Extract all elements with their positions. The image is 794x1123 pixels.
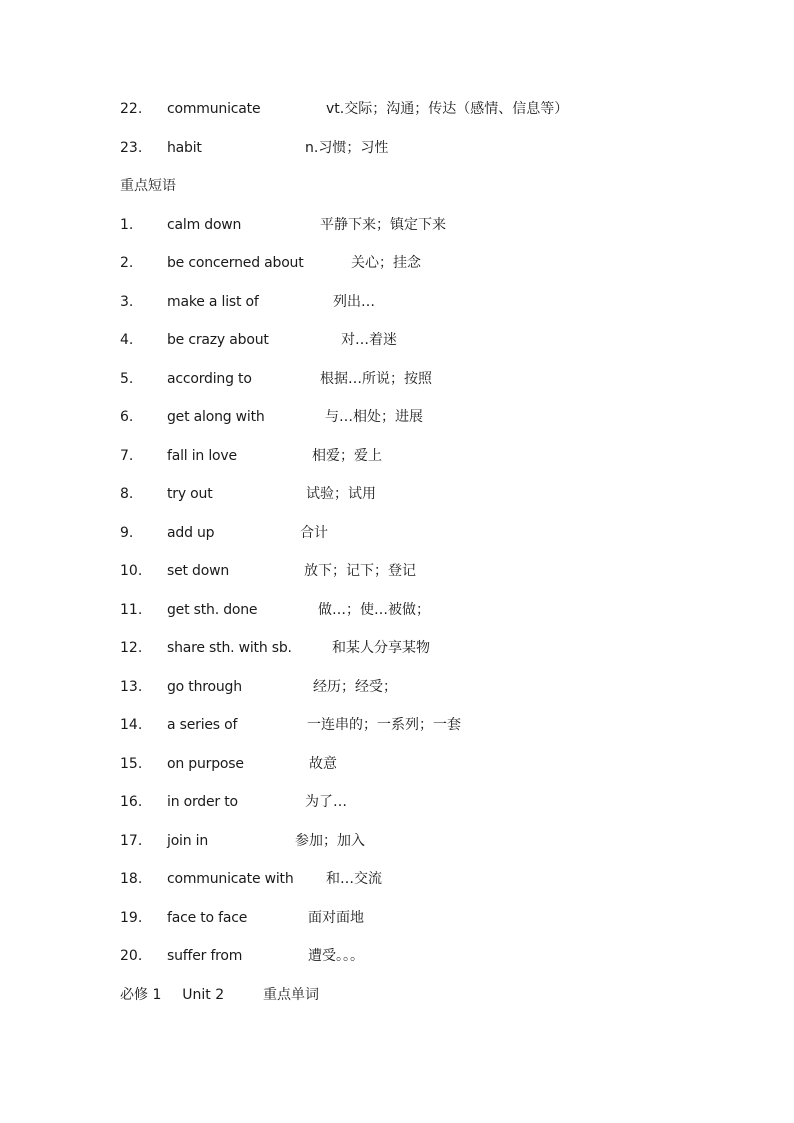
phrase-term: on purpose	[167, 756, 244, 772]
phrase-term: face to face	[167, 910, 248, 926]
phrase-term: get sth. done	[167, 602, 258, 618]
section-title: 重点单词	[263, 987, 320, 1003]
phrase-term: fall in love	[167, 448, 237, 464]
phrase-number: 12.	[120, 640, 143, 656]
phrase-number: 20.	[120, 948, 143, 964]
phrase-meaning: 故意	[309, 756, 337, 772]
phrase-term: be crazy about	[167, 332, 269, 348]
phrase-number: 18.	[120, 871, 143, 887]
phrase-meaning: 平静下来；镇定下来	[320, 217, 446, 233]
phrase-meaning: 与…相处；进展	[325, 409, 423, 425]
vocab-number: 22.	[120, 101, 143, 117]
phrase-number: 3.	[120, 294, 134, 310]
phrase-meaning: 关心；挂念	[351, 255, 421, 271]
phrase-term: set down	[167, 563, 230, 579]
vocab-term: habit	[167, 140, 202, 156]
phrase-term: try out	[167, 486, 213, 502]
phrase-term: share sth. with sb.	[167, 640, 292, 656]
phrase-term: in order to	[167, 794, 238, 810]
next-section-heading	[120, 985, 319, 1005]
phrase-meaning: 对…着迷	[341, 332, 397, 348]
phrase-number: 16.	[120, 794, 143, 810]
phrase-meaning: 做…；使…被做；	[318, 602, 430, 618]
vocab-meaning: n.习惯；习性	[305, 140, 389, 156]
phrase-number: 6.	[120, 409, 134, 425]
phrase-meaning: 试验；试用	[306, 486, 376, 502]
phrase-meaning: 为了…	[305, 794, 347, 810]
phrase-term: add up	[167, 525, 215, 541]
vocab-number: 23.	[120, 140, 143, 156]
phrase-term: get along with	[167, 409, 265, 425]
phrase-term: according to	[167, 371, 252, 387]
phrase-term: calm down	[167, 217, 242, 233]
vocab-meaning: vt.交际；沟通；传达（感情、信息等）	[326, 101, 569, 117]
phrase-meaning: 列出…	[333, 294, 375, 310]
phrase-meaning: 根据…所说；按照	[320, 371, 432, 387]
phrase-number: 11.	[120, 602, 143, 618]
phrase-term: join in	[167, 833, 209, 849]
phrase-meaning: 合计	[300, 525, 328, 541]
phrase-number: 13.	[120, 679, 143, 695]
phrase-meaning: 遭受。。。	[308, 948, 364, 964]
phrase-number: 19.	[120, 910, 143, 926]
phrase-meaning: 面对面地	[308, 910, 364, 926]
phrase-number: 15.	[120, 756, 143, 772]
phrase-term: suffer from	[167, 948, 243, 964]
phrase-term: make a list of	[167, 294, 259, 310]
phrase-term: be concerned about	[167, 255, 304, 271]
phrase-number: 4.	[120, 332, 134, 348]
phrases-heading: 重点短语	[120, 178, 176, 194]
phrase-number: 10.	[120, 563, 143, 579]
vocab-term: communicate	[167, 101, 261, 117]
phrase-meaning: 和某人分享某物	[332, 640, 430, 656]
phrase-number: 14.	[120, 717, 143, 733]
phrase-number: 17.	[120, 833, 143, 849]
phrase-meaning: 和…交流	[326, 871, 382, 887]
phrase-number: 8.	[120, 486, 134, 502]
phrase-term: a series of	[167, 717, 238, 733]
phrase-meaning: 放下；记下；登记	[304, 563, 416, 579]
phrase-number: 5.	[120, 371, 134, 387]
phrase-meaning: 参加；加入	[295, 833, 365, 849]
phrase-term: go through	[167, 679, 242, 695]
phrase-number: 7.	[120, 448, 134, 464]
phrase-number: 9.	[120, 525, 134, 541]
phrase-number: 1.	[120, 217, 134, 233]
phrase-number: 2.	[120, 255, 134, 271]
phrase-meaning: 相爱；爱上	[312, 448, 382, 464]
phrase-meaning: 经历；经受；	[313, 679, 397, 695]
unit-label: Unit 2	[182, 987, 225, 1003]
phrase-meaning: 一连串的；一系列；一套	[307, 717, 461, 733]
book-label: 必修 1	[120, 987, 162, 1003]
phrase-term: communicate with	[167, 871, 294, 887]
